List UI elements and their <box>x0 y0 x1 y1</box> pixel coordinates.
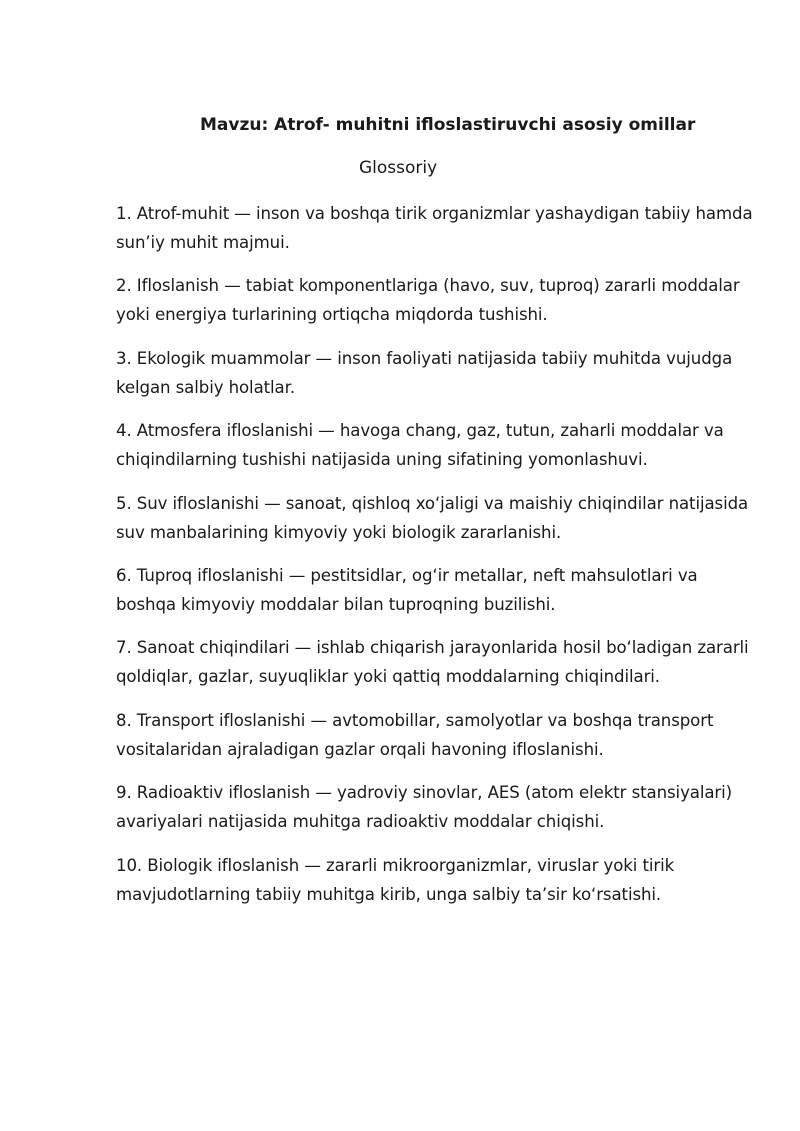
glossary-item: 7. Sanoat chiqindilari — ishlab chiqarish jarayonlarida hosil bo‘ladigan zararli qoldiqlar, gazlar, suyuqliklar yoki qattiq moddalarning chiqindilari. <box>116 638 749 687</box>
glossary-item: 8. Transport ifloslanishi — avtomobillar, samolyotlar va boshqa transport vositalaridan ajraladigan gazlar orqali havoning ifloslanishi. <box>116 710 714 759</box>
glossary-item: 6. Tuproq ifloslanishi — pestitsidlar, og‘ir metallar, neft mahsulotlari va boshqa kimyoviy moddalar bilan tuproqning buzilishi. <box>116 565 698 614</box>
glossary-item: 4. Atmosfera ifloslanishi — havoga chang, gaz, tutun, zaharli moddalar va chiqindilarning tushishi natijasida uning sifatining yomonlashuvi. <box>116 421 724 470</box>
glossary-item: 9. Radioaktiv ifloslanish — yadroviy sinovlar, AES (atom elektr stansiyalari) avariyalari natijasida muhitga radioaktiv moddalar chiqishi. <box>116 783 733 832</box>
glossary-item: 2. Ifloslanish — tabiat komponentlariga (havo, suv, tuproq) zararli moddalar yoki energiya turlarining ortiqcha miqdorda tushishi. <box>116 276 740 325</box>
page-title: Mavzu: Atrof- muhitni ifloslastiruvchi asosiy omillar <box>200 115 696 135</box>
glossary-heading: Glossoriy <box>359 158 438 178</box>
glossary-item: 3. Ekologik muammolar — inson faoliyati natijasida tabiiy muhitda vujudga kelgan salbiy holatlar. <box>116 348 733 397</box>
glossary-list <box>116 199 756 923</box>
glossary-item: 10. Biologik ifloslanish — zararli mikroorganizmlar, viruslar yoki tirik mavjudotlarning tabiiy muhitga kirib, unga salbiy ta’sir ko‘rsatishi. <box>116 855 675 904</box>
glossary-item: 5. Suv ifloslanishi — sanoat, qishloq xo‘jaligi va maishiy chiqindilar natijasida suv manbalarining kimyoviy yoki biologik zararlanishi. <box>116 493 749 542</box>
glossary-item: 1. Atrof-muhit — inson va boshqa tirik organizmlar yashaydigan tabiiy hamda sun’iy muhit majmui. <box>116 204 753 252</box>
